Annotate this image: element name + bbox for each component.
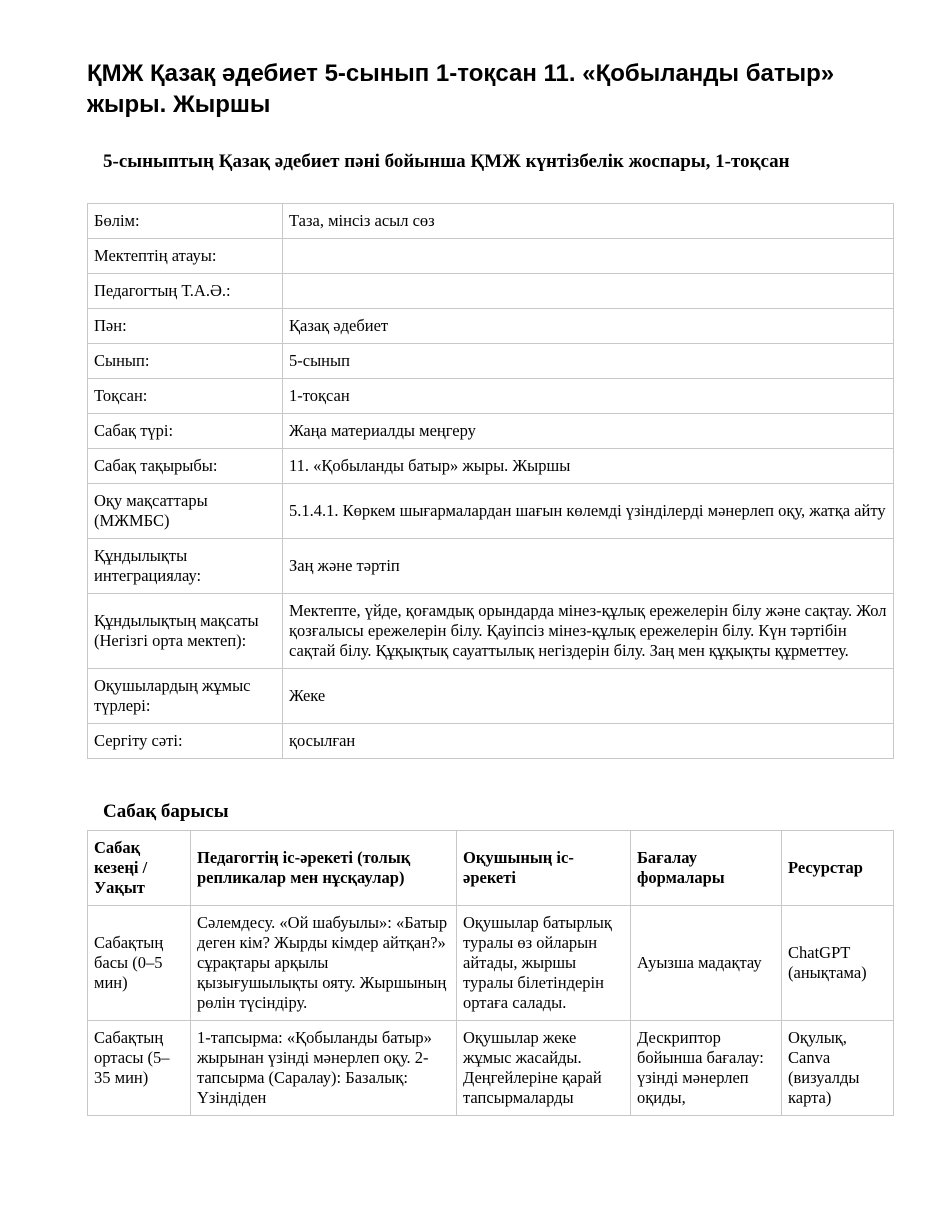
column-header-assessment: Бағалау формалары <box>631 831 782 906</box>
info-value: 1-тоқсан <box>283 379 894 414</box>
table-row <box>88 239 894 274</box>
info-value <box>283 274 894 309</box>
table-row <box>88 379 894 414</box>
table-row <box>88 204 894 239</box>
table-row <box>88 1021 894 1116</box>
lesson-flow-table <box>87 830 894 1116</box>
info-value: Мектепте, үйде, қоғамдық орындарда мінез-құлық ережелерін білу және сақтау. Жол қозғалысы ережелерін білу. Қауіпсіз мінез-құлық ережелерін білу. Күн тәртібін сақтай білу. Құқықтық сауаттылық негіздерін білу. Заң мен құқықты құрметтеу. <box>283 594 894 669</box>
info-value: қосылған <box>283 724 894 759</box>
table-row <box>88 724 894 759</box>
info-label: Пән: <box>88 309 283 344</box>
info-label: Сабақ тақырыбы: <box>88 449 283 484</box>
info-label: Сабақ түрі: <box>88 414 283 449</box>
column-header-teacher: Педагогтің іс-әрекеті (толық репликалар мен нұсқаулар) <box>191 831 457 906</box>
info-label: Тоқсан: <box>88 379 283 414</box>
info-label: Оқушылардың жұмыс түрлері: <box>88 669 283 724</box>
table-row <box>88 309 894 344</box>
table-row <box>88 274 894 309</box>
info-label: Құндылықты интеграциялау: <box>88 539 283 594</box>
column-header-student: Оқушының іс-әрекеті <box>457 831 631 906</box>
info-label: Бөлім: <box>88 204 283 239</box>
info-value: 5.1.4.1. Көркем шығармалардан шағын көлемді үзінділерді мәнерлеп оқу, жатқа айту <box>283 484 894 539</box>
table-header-row <box>88 831 894 906</box>
table-row <box>88 539 894 594</box>
info-label: Құндылықтың мақсаты (Негізгі орта мектеп): <box>88 594 283 669</box>
resources: ChatGPT (анықтама) <box>782 906 894 1021</box>
info-section-heading: 5-сыныптың Қазақ әдебиет пәні бойынша ҚМЖ күнтізбелік жоспары, 1-тоқсан <box>103 151 790 172</box>
table-row <box>88 414 894 449</box>
info-value: 11. «Қобыланды батыр» жыры. Жыршы <box>283 449 894 484</box>
table-row <box>88 669 894 724</box>
info-value: Жаңа материалды меңгеру <box>283 414 894 449</box>
table-row <box>88 449 894 484</box>
page-title: ҚМЖ Қазақ әдебиет 5-сынып 1-тоқсан 11. «Қобыланды батыр» жыры. Жыршы <box>87 60 835 118</box>
info-label: Сынып: <box>88 344 283 379</box>
table-row <box>88 594 894 669</box>
info-value: 5-сынып <box>283 344 894 379</box>
table-row <box>88 906 894 1021</box>
table-row <box>88 344 894 379</box>
resources: Оқулық, Canva (визуалды карта) <box>782 1021 894 1116</box>
teacher-activity: Сәлемдесу. «Ой шабуылы»: «Батыр деген кім? Жырды кімдер айтқан?» сұрақтары арқылы қызығушылықты ояту. Жыршының рөлін түсіндіру. <box>191 906 457 1021</box>
info-value: Қазақ әдебиет <box>283 309 894 344</box>
student-activity: Оқушылар жеке жұмыс жасайды. Деңгейлеріне қарай тапсырмаларды <box>457 1021 631 1116</box>
info-value <box>283 239 894 274</box>
info-label: Сергіту сәті: <box>88 724 283 759</box>
assessment-form: Ауызша мадақтау <box>631 906 782 1021</box>
table-row <box>88 484 894 539</box>
student-activity: Оқушылар батырлық туралы өз ойларын айтады, жыршы туралы білетіндерін ортаға салады. <box>457 906 631 1021</box>
column-header-resources: Ресурстар <box>782 831 894 906</box>
info-value: Жеке <box>283 669 894 724</box>
lesson-stage: Сабақтың ортасы (5–35 мин) <box>88 1021 191 1116</box>
info-value: Таза, мінсіз асыл сөз <box>283 204 894 239</box>
teacher-activity: 1-тапсырма: «Қобыланды батыр» жырынан үзінді мәнерлеп оқу. 2-тапсырма (Саралау): Базалық: Үзіндіден <box>191 1021 457 1116</box>
lesson-info-table <box>87 203 894 759</box>
info-value: Заң және тәртіп <box>283 539 894 594</box>
lesson-flow-heading: Сабақ барысы <box>103 801 229 822</box>
info-label: Педагогтың Т.А.Ә.: <box>88 274 283 309</box>
info-label: Оқу мақсаттары (МЖМБС) <box>88 484 283 539</box>
info-label: Мектептің атауы: <box>88 239 283 274</box>
lesson-stage: Сабақтың басы (0–5 мин) <box>88 906 191 1021</box>
column-header-stage: Сабақ кезеңі / Уақыт <box>88 831 191 906</box>
assessment-form: Дескриптор бойынша бағалау: үзінді мәнерлеп оқиды, <box>631 1021 782 1116</box>
